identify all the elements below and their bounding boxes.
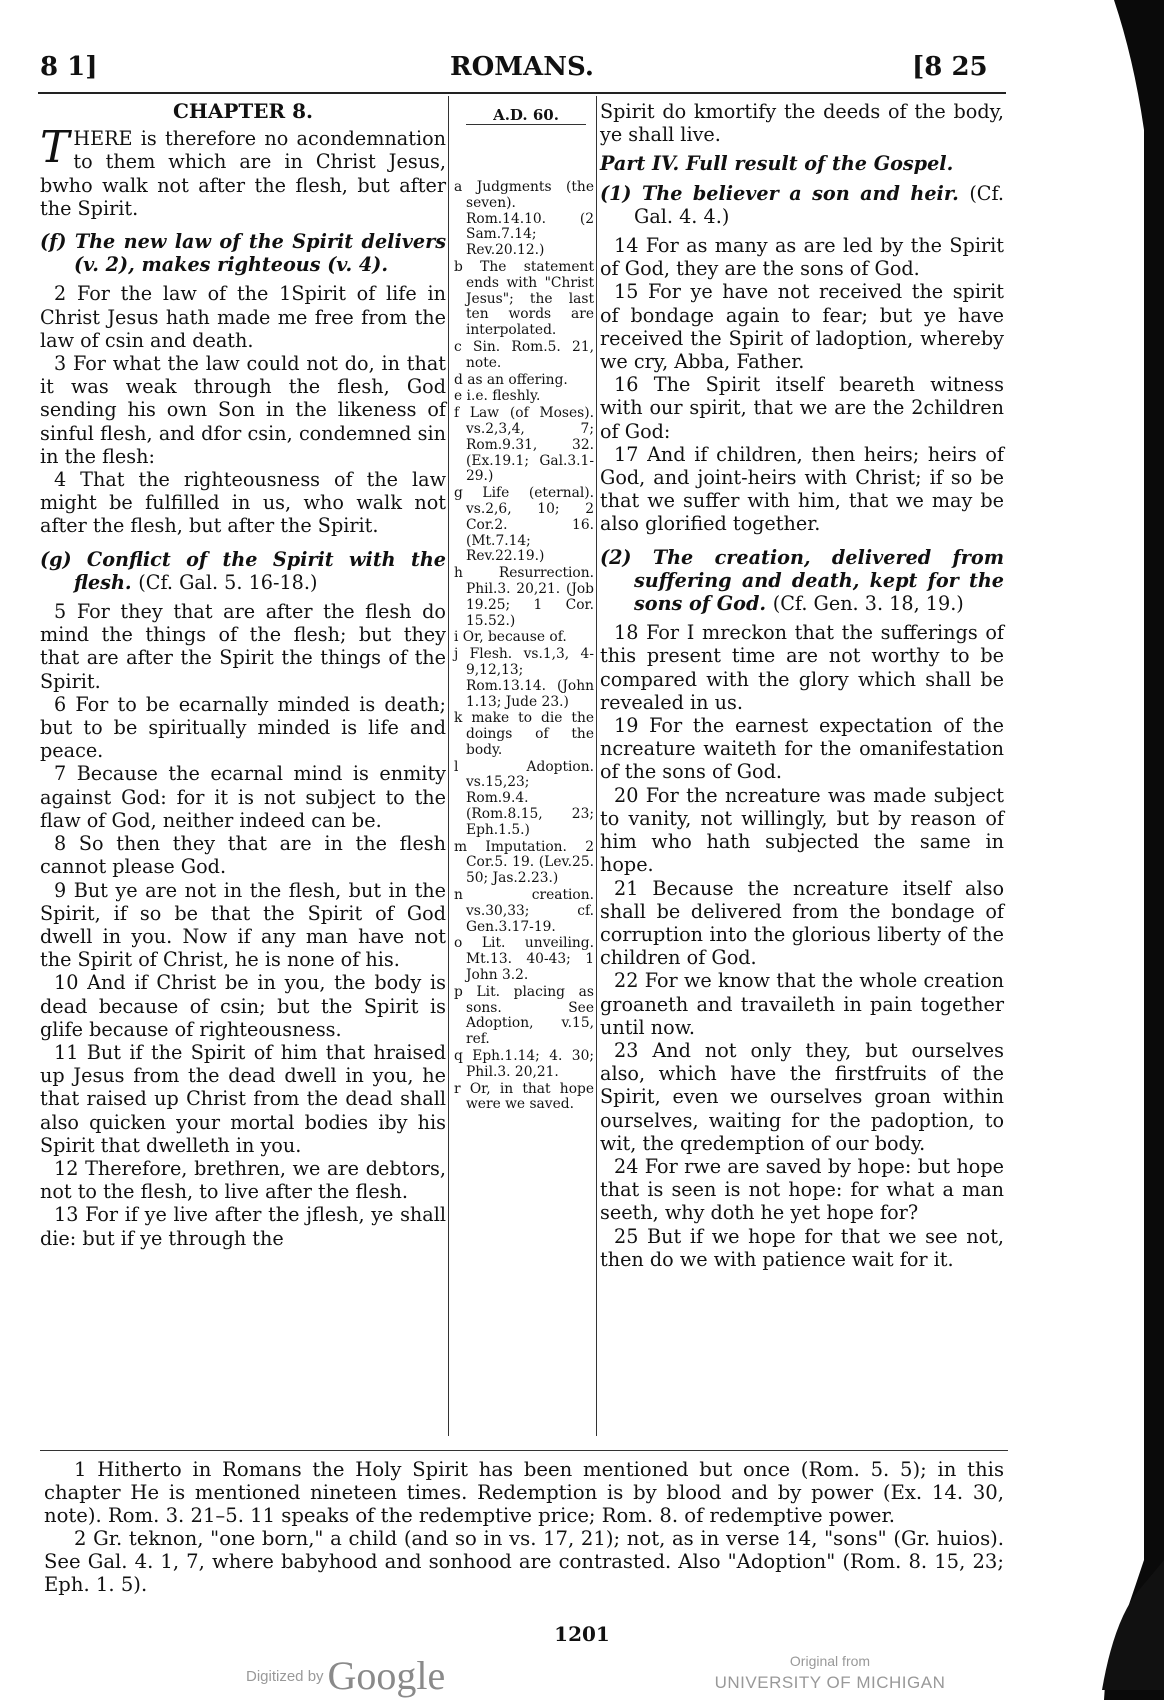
verse-3: 3 For what the law could not do, in that it was weak through the flesh, God sending his own Son in the likeness of sinful flesh, and dfor csin, condemned sin in the flesh: bbox=[40, 352, 446, 468]
column-divider-left bbox=[448, 96, 449, 1436]
verse-11: 11 But if the Spirit of him that hraised up Jesus from the dead dwell in you, he that raised up Christ from the dead shall also quicken your mortal bodies iby his Spirit that dwelleth in you. bbox=[40, 1040, 446, 1157]
verse-14: 14 For as many as are led by the Spirit of God, they are the sons of God. bbox=[600, 234, 1004, 281]
google-logo: Google bbox=[327, 1653, 446, 1698]
verse-5: 5 For they that are after the flesh do mind the things of the flesh; but they that are after the Spirit the things of the Spirit. bbox=[40, 600, 446, 693]
verse-1 bbox=[40, 122, 446, 220]
margin-note: e i.e. fleshly. bbox=[454, 388, 541, 405]
verse-12: 12 Therefore, brethren, we are debtors, not to the flesh, to live after the flesh. bbox=[40, 1156, 446, 1204]
section-heading-2-text: (2) The creation, delivered from suffering and death, kept for the sons of God. bbox=[600, 545, 1004, 616]
chapter-heading: CHAPTER 8. bbox=[173, 99, 313, 123]
margin-note: m Imputation. 2 Cor.5. 19. (Lev.25. 50; Jas.2.23.) bbox=[454, 838, 594, 887]
verse-15: 15 For ye have not received the spirit of bondage again to fear; but ye have received the Spirit of ladoption, whereby we cry, Abba, Father. bbox=[600, 280, 1004, 374]
margin-note: b The statement ends with "Christ Jesus"; the last ten words are interpolated. bbox=[454, 258, 594, 339]
section-heading-g bbox=[40, 548, 446, 594]
section-heading-g-ref: (Cf. Gal. 5. 16-18.) bbox=[138, 570, 318, 594]
column-divider-right bbox=[596, 96, 597, 1436]
verse-25: 25 But if we hope for that we see not, then do we with patience wait for it. bbox=[600, 1224, 1004, 1271]
verse-24: 24 For rwe are saved by hope: but hope that is seen is not hope: for what a man seeth, why doth he yet hope for? bbox=[600, 1154, 1004, 1225]
date-label: A.D. 60. bbox=[466, 106, 586, 125]
verse-8: 8 So then they that are in the flesh cannot please God. bbox=[40, 832, 446, 879]
margin-note: c Sin. Rom.5. 21, note. bbox=[454, 338, 594, 371]
margin-note: j Flesh. vs.1,3, 4-9,12,13; Rom.13.14. (John 1.13; Jude 23.) bbox=[454, 646, 594, 710]
verse-23: 23 And not only they, but ourselves also, which have the firstfruits of the Spirit, even we ourselves groan within ourselves, waiting for the padoption, to wit, the qredemption of our body. bbox=[600, 1038, 1004, 1155]
margin-notes bbox=[454, 180, 594, 1114]
footnote-1: 1 Hitherto in Romans the Holy Spirit has been mentioned but once (Rom. 5. 5); in this chapter He is mentioned nineteen times. Redemption is by blood and by power (Ex. 14. 30, note). Rom. 3. 21–5. 11 speaks of the redemptive price; Rom. 8. of redemptive power. bbox=[44, 1458, 1004, 1527]
right-column bbox=[600, 100, 1004, 1271]
digitized-text: Digitized by bbox=[246, 1668, 324, 1685]
part-heading: Part IV. Full result of the Gospel. bbox=[600, 152, 954, 176]
margin-note: o Lit. unveiling. Mt.13. 40-43; 1 John 3.2. bbox=[454, 935, 594, 984]
margin-note: p Lit. placing as sons. See Adoption, v.15, ref. bbox=[454, 983, 594, 1048]
verse-13-continued: Spirit do kmortify the deeds of the body, ye shall live. bbox=[600, 100, 1004, 147]
original-from-text: Original from bbox=[789, 1653, 871, 1669]
verse-19: 19 For the earnest expectation of the ncreature waiteth for the omanifestation of the sons of God. bbox=[600, 714, 1004, 784]
header-right: [8 25 bbox=[912, 52, 988, 82]
margin-note: k make to die the doings of the body. bbox=[454, 710, 594, 758]
running-header bbox=[40, 52, 1020, 92]
verse-22: 22 For we know that the whole creation groaneth and travaileth in pain together until now. bbox=[600, 969, 1004, 1039]
section-heading-1 bbox=[600, 182, 1004, 228]
verse-9: 9 But ye are not in the flesh, but in the Spirit, if so be that the Spirit of God dwell in you. Now if any man have not the Spirit of Christ, he is none of his. bbox=[40, 878, 446, 972]
verse-17: 17 And if children, then heirs; heirs of God, and joint-heirs with Christ; if so be that we suffer with him, that we may be also glorified together. bbox=[600, 442, 1004, 536]
section-heading-2-ref: (Cf. Gen. 3. 18, 19.) bbox=[772, 592, 964, 616]
section-heading-1-ref: (Cf. Gal. 4. 4.) bbox=[634, 181, 1004, 228]
margin-note: i Or, because of. bbox=[454, 629, 567, 646]
margin-note: g Life (eternal). vs.2,6, 10; 2 Cor.2. 16. (Mt.7.14; Rev.22.19.) bbox=[454, 485, 594, 565]
margin-note: d as an offering. bbox=[454, 371, 568, 388]
verse-7: 7 Because the ecarnal mind is enmity against God: for it is not subject to the flaw of God, neither indeed can be. bbox=[40, 762, 446, 832]
verse-2: 2 For the law of the 1Spirit of life in Christ Jesus hath made me free from the law of csin and death. bbox=[40, 282, 446, 352]
margin-note: q Eph.1.14; 4. 30; Phil.3. 20,21. bbox=[454, 1048, 594, 1080]
section-heading-f: (f) The new law of the Spirit delivers (v. 2), makes righteous (v. 4). bbox=[40, 230, 446, 277]
university-name: UNIVERSITY OF MICHIGAN bbox=[714, 1673, 946, 1692]
header-title: ROMANS. bbox=[450, 52, 594, 82]
page-number: 1201 bbox=[554, 1622, 610, 1646]
margin-note: a Judgments (the seven). Rom.14.10. (2 Sam.7.14; Rev.20.12.) bbox=[454, 179, 594, 259]
margin-note: h Resurrection. Phil.3. 20,21. (Job 19.25; 1 Cor. 15.52.) bbox=[454, 565, 594, 629]
verse-20: 20 For the ncreature was made subject to vanity, not willingly, but by reason of him who hath subjected the same in hope. bbox=[600, 783, 1004, 877]
footnote-rule bbox=[40, 1450, 1008, 1451]
header-left: 8 1] bbox=[40, 52, 98, 82]
digitized-by-label bbox=[246, 1652, 445, 1699]
margin-note: l Adoption. vs.15,23; Rom.9.4. (Rom.8.15, 23; Eph.1.5.) bbox=[454, 758, 594, 838]
verse-13: 13 For if ye live after the jflesh, ye shall die: but if ye through the bbox=[40, 1203, 446, 1250]
margin-note: r Or, in that hope were we saved. bbox=[454, 1080, 594, 1113]
verse-10: 10 And if Christ be in you, the body is dead because of csin; but the Spirit is glife because of righteousness. bbox=[40, 971, 446, 1041]
footnote-2: 2 Gr. teknon, "one born," a child (and so in vs. 17, 21); not, as in verse 14, "sons" (Gr. huios). See Gal. 4. 1, 7, where babyhood and sonhood are contrasted. Also "Adoption" (Rom. 8. 15, 23; Eph. 1. 5). bbox=[44, 1527, 1004, 1596]
verse-4: 4 That the righteousness of the law might be fulfilled in us, who walk not after the flesh, but after the Spirit. bbox=[40, 468, 446, 538]
verse-18: 18 For I mreckon that the sufferings of this present time are not worthy to be compared with the glory which shall be revealed in us. bbox=[600, 621, 1004, 714]
verse-16: 16 The Spirit itself beareth witness with our spirit, that we are the 2children of God: bbox=[600, 373, 1004, 443]
verse-1-text: HERE is therefore no acondemnation to them which are in Christ Jesus, bwho walk not after the flesh, but after the Spirit. bbox=[40, 127, 446, 220]
section-heading-1-text: (1) The believer a son and heir. bbox=[600, 181, 959, 205]
drop-cap: T bbox=[40, 122, 70, 174]
header-rule bbox=[38, 92, 1006, 94]
verse-21: 21 Because the ncreature itself also shall be delivered from the bondage of corruption into the glorious liberty of the children of God. bbox=[600, 876, 1004, 970]
page-binding-shadow bbox=[1044, 0, 1164, 1700]
margin-note: f Law (of Moses). vs.2,3,4, 7; Rom.9.31, 32. (Ex.19.1; Gal.3.1-29.) bbox=[454, 405, 594, 485]
section-heading-2 bbox=[600, 546, 1004, 616]
section-heading-g-text: (g) Conflict of the Spirit with the flesh. bbox=[40, 547, 446, 594]
footnotes bbox=[44, 1458, 1004, 1596]
margin-note: n creation. vs.30,33; cf. Gen.3.17-19. bbox=[454, 887, 594, 935]
left-column bbox=[40, 100, 446, 1250]
original-from-label bbox=[700, 1650, 960, 1694]
verse-6: 6 For to be ecarnally minded is death; but to be spiritually minded is life and peace. bbox=[40, 692, 446, 763]
